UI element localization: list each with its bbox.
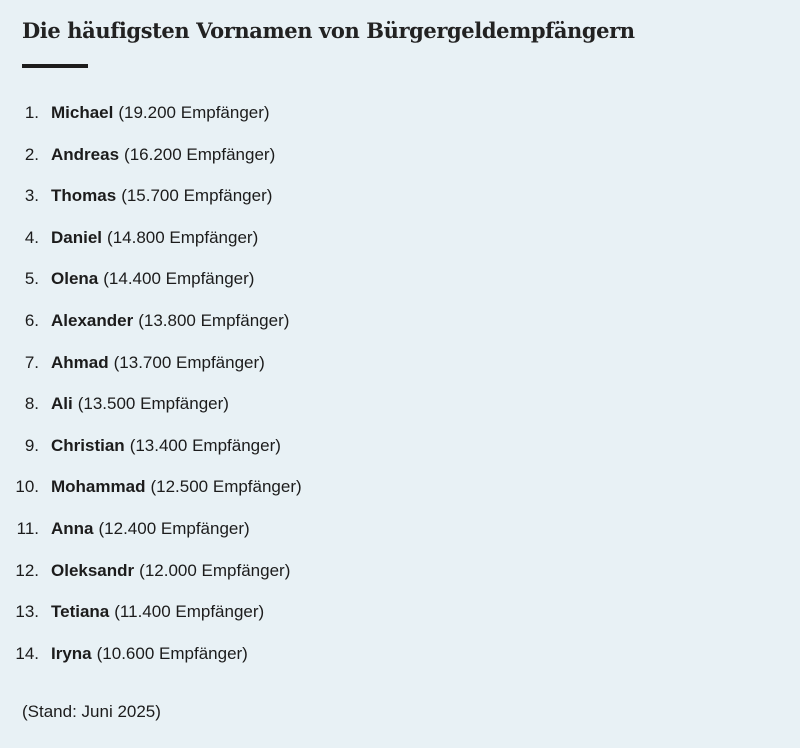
first-name: Olena [51, 269, 99, 289]
rank-number: 3. [24, 186, 39, 206]
list-item [0, 591, 302, 633]
rank-number: 12. [15, 560, 39, 580]
first-name: Anna [51, 518, 94, 538]
first-name: Tetiana [51, 602, 110, 622]
list-item [0, 175, 302, 217]
rank-number: 14. [15, 643, 39, 663]
rank-number: 7. [24, 352, 39, 372]
recipient-count: (14.400 Empfänger) [103, 269, 255, 289]
list-item [0, 258, 302, 300]
recipient-count: (16.200 Empfänger) [124, 144, 276, 164]
recipient-count: (12.400 Empfänger) [98, 518, 250, 538]
first-name: Oleksandr [51, 560, 135, 580]
list-item [0, 466, 302, 508]
name-ranking-list [0, 92, 302, 674]
rank-number: 6. [24, 310, 39, 330]
list-item [0, 508, 302, 550]
list-item [0, 217, 302, 259]
list-item [0, 342, 302, 384]
rank-number: 5. [24, 269, 39, 289]
rank-number: 8. [24, 394, 39, 414]
rank-number: 1. [24, 103, 39, 122]
rank-number: 4. [24, 227, 39, 247]
recipient-count: (13.800 Empfänger) [138, 310, 290, 330]
list-item [0, 383, 302, 425]
recipient-count: (15.700 Empfänger) [121, 186, 273, 206]
first-name: Christian [51, 435, 125, 455]
list-item [0, 425, 302, 467]
recipient-count: (13.500 Empfänger) [77, 394, 229, 414]
list-item [0, 550, 302, 592]
first-name: Ahmad [51, 352, 109, 372]
rank-number: 13. [15, 602, 39, 622]
status-date-note: (Stand: Juni 2025) [22, 702, 161, 721]
rank-number: 11. [16, 518, 39, 538]
first-name: Andreas [51, 144, 120, 164]
recipient-count: (10.600 Empfänger) [96, 643, 248, 663]
recipient-count: (14.800 Empfänger) [107, 227, 259, 247]
recipient-count: (13.400 Empfänger) [129, 435, 281, 455]
first-name: Mohammad [51, 477, 146, 497]
rank-number: 9. [24, 435, 39, 455]
first-name: Alexander [51, 310, 134, 330]
recipient-count: (11.400 Empfänger) [114, 602, 265, 622]
first-name: Daniel [51, 227, 103, 247]
recipient-count: (13.700 Empfänger) [113, 352, 265, 372]
recipient-count: (12.500 Empfänger) [150, 477, 302, 497]
page-title: Die häufigsten Vornamen von Bürgergeldempfängern [22, 18, 635, 43]
list-item [0, 134, 302, 176]
list-item [0, 633, 302, 675]
list-item [0, 92, 302, 134]
list-item [0, 300, 302, 342]
recipient-count: (12.000 Empfänger) [139, 560, 291, 580]
title-underline [22, 64, 88, 68]
first-name: Thomas [51, 186, 117, 206]
rank-number: 10. [15, 477, 39, 497]
recipient-count: (19.200 Empfänger) [118, 103, 270, 122]
first-name: Iryna [51, 643, 92, 663]
rank-number: 2. [24, 144, 39, 164]
first-name: Ali [51, 394, 73, 414]
first-name: Michael [51, 103, 114, 122]
